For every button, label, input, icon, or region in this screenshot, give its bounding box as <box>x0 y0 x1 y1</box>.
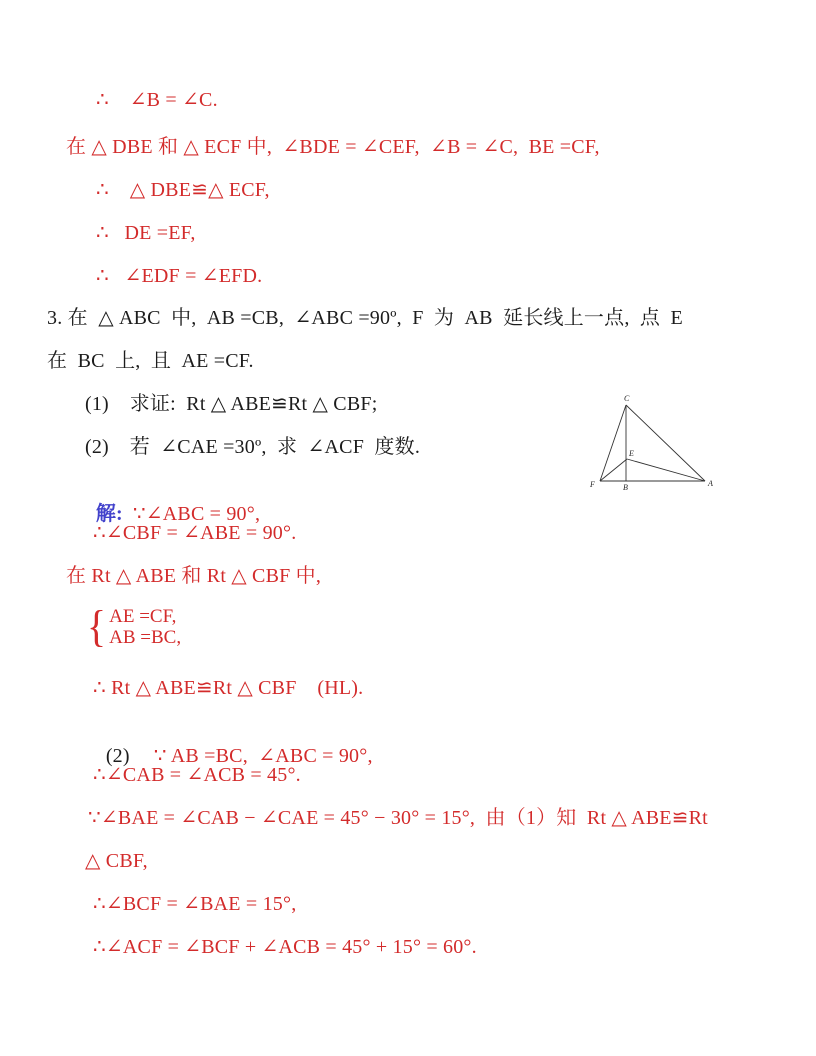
equation-system <box>86 604 181 650</box>
vertex-label-E: E <box>629 449 634 458</box>
triangle-figure-svg <box>588 390 718 492</box>
system-brace: { <box>87 602 107 651</box>
solution-step-bae-15: ∵∠BAE = ∠CAB − ∠CAE = 45° − 30° = 15°, 由（1）知 Rt △ ABE≌Rt <box>88 807 708 829</box>
proof-line-angle-b-equals-c: ∴ ∠B = ∠C. <box>96 89 218 111</box>
solution-step-cab-acb-45: ∴∠CAB = ∠ACB = 45°. <box>93 764 301 786</box>
vertex-label-A: A <box>708 479 713 488</box>
part2-label: (2) <box>105 745 130 767</box>
geometry-diagram <box>588 390 718 492</box>
solution-step-acf-60: ∴∠ACF = ∠BCF + ∠ACB = 45° + 15° = 60°. <box>93 936 477 958</box>
vertex-label-F: F <box>590 480 595 489</box>
solution-step-congruence-hl: ∴ Rt △ ABE≌Rt △ CBF (HL). <box>93 677 364 699</box>
segment-CF <box>600 405 626 481</box>
proof-line-congruence-dbe-ecf: ∴ △ DBE≌△ ECF, <box>96 179 270 201</box>
solution-step-cbf-abe-90: ∴∠CBF = ∠ABE = 90°. <box>93 522 297 544</box>
equation-ab-bc: AB =BC, <box>109 627 182 648</box>
problem3-part2-item: (2) 若 ∠CAE =30º, 求 ∠ACF 度数. <box>85 436 421 458</box>
proof-line-in-triangles-dbe-ecf: 在 △ DBE 和 △ ECF 中, ∠BDE = ∠CEF, ∠B = ∠C, BE =CF, <box>66 136 600 158</box>
proof-line-de-equals-ef: ∴ DE =EF, <box>96 222 196 244</box>
solution-step-abc-90: ∵∠ABC = 90°, <box>132 503 261 525</box>
problem3-statement-line1: 3. 在 △ ABC 中, AB =CB, ∠ABC =90º, F 为 AB 延长线上一点, 点 E <box>47 307 683 329</box>
solution-label: 解: <box>95 503 123 525</box>
proof-line-angle-edf-efd: ∴ ∠EDF = ∠EFD. <box>96 265 263 287</box>
system-equations <box>109 606 181 648</box>
solution-step-bcf-bae-15: ∴∠BCF = ∠BAE = 15°, <box>93 893 297 915</box>
solution-step-in-rt-triangles: 在 Rt △ ABE 和 Rt △ CBF 中, <box>66 565 322 587</box>
vertex-label-C: C <box>624 394 630 403</box>
equation-ae-cf: AE =CF, <box>109 606 177 627</box>
vertex-label-B: B <box>623 483 628 492</box>
problem3-statement-line2: 在 BC 上, 且 AE =CF. <box>47 350 254 372</box>
solution-step-ab-bc-90: ∵ AB =BC, ∠ABC = 90°, <box>153 745 373 767</box>
problem3-part1-item: (1) 求证: Rt △ ABE≌Rt △ CBF; <box>85 393 378 415</box>
solution-step-bae-15-continued: △ CBF, <box>85 850 148 872</box>
figure-segments <box>600 405 705 481</box>
